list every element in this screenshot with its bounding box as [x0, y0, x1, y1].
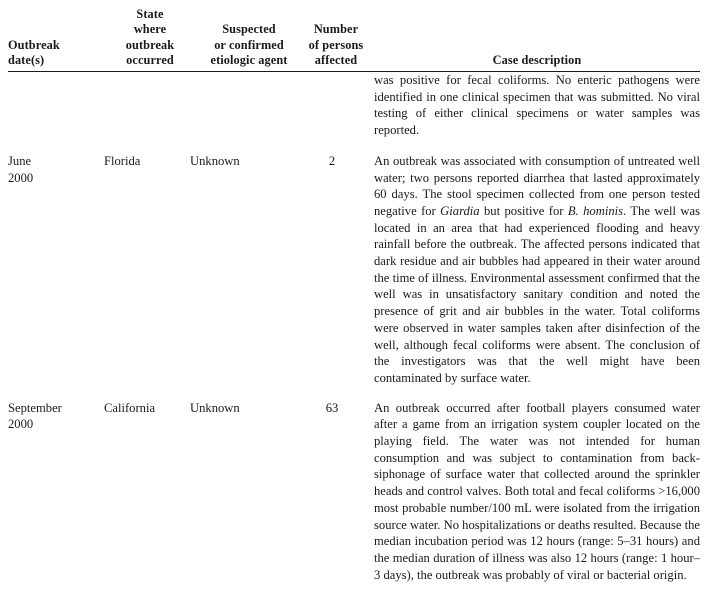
- cell-state: Florida: [104, 153, 141, 168]
- case-description-cell: [374, 400, 700, 584]
- case-description-text: was positive for fecal coliforms. No enteric pathogens were identified in one clinical specimen that was submitted. No viral testing of either clinical specimens or water samples was reported.: [374, 73, 700, 138]
- table-body: [0, 72, 707, 583]
- cell-outbreak-dates: [8, 153, 104, 186]
- case-description-text: An outbreak occurred after football players consumed water after a game from an irrigation system coupler located on the playing field. The water was not intended for human consumption and was subject to contamination from back-siphonage of surface water that collected around the sprinkler heads and control valves. Both total and fecal coliforms >16,000 most probable number/100 mL were isolated from the irrigation source water. No hospitalizations or deaths resulted. Because the median incubation period was 12 hours (range: 5–31 hours) and the median duration of illness was also 12 hours (range: 1 hour–3 days), the outbreak was probably of viral or bacterial origin.: [374, 400, 700, 582]
- column-header-number-of-persons-line-2: of persons: [308, 37, 364, 52]
- cell-outbreak-dates-line-2: 2000: [8, 170, 34, 185]
- column-header-number-of-persons-line-3: affected: [314, 52, 358, 67]
- cell-number-of-persons: 2: [328, 153, 336, 168]
- case-description-cell: [374, 72, 700, 139]
- column-header-state-line-3: outbreak: [125, 37, 175, 52]
- case-description-cell: [374, 153, 700, 387]
- column-header-etiologic-agent-line-1: Suspected: [222, 22, 276, 37]
- column-header-etiologic-agent-line-3: etiologic agent: [210, 52, 288, 67]
- cell-outbreak-dates-line-2: 2000: [8, 417, 34, 432]
- column-header-state: [104, 7, 196, 68]
- column-header-etiologic-agent-line-2: or confirmed: [214, 37, 284, 52]
- cell-outbreak-dates: [8, 400, 104, 433]
- table-header-row: [0, 0, 707, 72]
- cell-number-of-persons: 63: [325, 400, 339, 415]
- table-row: [0, 72, 707, 139]
- case-description-text: An outbreak was associated with consumption of untreated well water; two persons reported diarrhea that lasted approximately 60 days. The stool specimen collected from one person tested negative for Giardia but positive for B. hominis. The well was located in an area that had experienced flooding and heavy rainfall before the outbreak. The affected persons indicated that dark residue and air bubbles had appeared in their water around the time of illness. Environmental assessment confirmed that the well was in unsatisfactory sanitary condition and noted the presence of grit and air bubbles in the water. Total coliforms were observed in water samples taken after disinfection of the well, although fecal coliforms were absent. The conclusion of the investigators was that the well might have been contaminated by surface water.: [374, 153, 701, 385]
- column-header-outbreak-dates-line-1: Outbreak: [8, 37, 60, 52]
- row-spacer: [0, 387, 707, 400]
- cell-etiologic-agent: Unknown: [190, 400, 240, 415]
- column-header-case-description: [374, 53, 700, 68]
- column-header-case-description-label: Case description: [492, 52, 582, 67]
- cell-outbreak-dates-line-1: September: [8, 400, 62, 415]
- column-header-number-of-persons: [300, 22, 372, 68]
- column-header-number-of-persons-line-1: Number: [313, 22, 359, 37]
- table-row: [0, 153, 707, 387]
- column-header-outbreak-dates: [8, 38, 104, 68]
- column-header-state-line-4: occurred: [126, 52, 174, 67]
- cell-outbreak-dates-line-1: June: [8, 153, 32, 168]
- column-header-state-line-2: where: [133, 22, 167, 37]
- table-row: [0, 400, 707, 584]
- cell-state: California: [104, 400, 156, 415]
- row-spacer: [0, 139, 707, 153]
- column-header-outbreak-dates-line-2: date(s): [8, 52, 45, 67]
- cell-etiologic-agent: Unknown: [190, 153, 240, 168]
- column-header-state-line-1: State: [136, 7, 164, 22]
- column-header-etiologic-agent: [190, 22, 308, 68]
